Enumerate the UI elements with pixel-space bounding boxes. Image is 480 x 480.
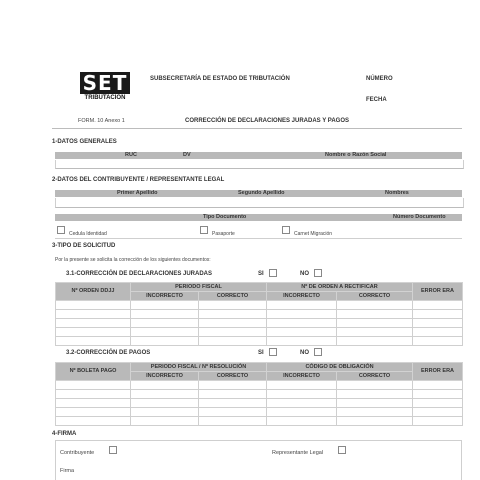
documento-divider	[55, 238, 462, 239]
table-row[interactable]	[56, 310, 463, 319]
table-row[interactable]	[56, 417, 463, 426]
table-row[interactable]	[56, 381, 463, 390]
ddjj-si-checkbox[interactable]	[269, 269, 277, 277]
ddjj-periodo-incorrecto: INCORRECTO	[131, 292, 199, 301]
ddjj-periodo-header: PERIODO FISCAL	[131, 283, 267, 292]
table-row[interactable]	[56, 390, 463, 399]
contribuyente-label: Contribuyente	[60, 450, 95, 456]
section-1-title: 1-DATOS GENERALES	[52, 139, 117, 145]
table-row[interactable]	[56, 319, 463, 328]
carnet-label: Carnet Migración	[294, 231, 333, 237]
header-divider	[52, 128, 462, 129]
ddjj-rectificar-header: Nº DE ORDEN A RECTIFICAR	[267, 283, 413, 292]
apellidos-header	[55, 190, 462, 197]
pagos-si-checkbox[interactable]	[269, 348, 277, 356]
logo-text: SET	[80, 72, 130, 94]
segundo-apellido-label: Segundo Apellido	[238, 190, 285, 196]
section-2-title: 2-DATOS DEL CONTRIBUYENTE / REPRESENTANTE LEGAL	[52, 177, 225, 183]
firma-label: Firma	[60, 468, 75, 474]
pagos-no-label: NO	[300, 350, 309, 356]
pagos-error-header: ERROR ERA	[413, 363, 463, 381]
section-4-title: 4-FIRMA	[52, 431, 77, 437]
carnet-checkbox[interactable]	[282, 226, 290, 234]
pagos-periodo-header: PERIODO FISCAL / Nº RESOLUCIÓN	[131, 363, 267, 372]
datos-generales-header	[55, 152, 462, 159]
tipo-documento-label: Tipo Documento	[203, 214, 247, 220]
section-3-title: 3-TIPO DE SOLICITUD	[52, 243, 116, 249]
ddjj-orden-correcto: CORRECTO	[337, 292, 413, 301]
dv-label: DV	[183, 152, 191, 158]
table-row[interactable]	[56, 408, 463, 417]
pagos-codigo-header: CÓDIGO DE OBLIGACIÓN	[267, 363, 413, 372]
pagos-no-checkbox[interactable]	[314, 348, 322, 356]
pagos-table	[55, 362, 463, 426]
pagos-si-label: SI	[258, 350, 264, 356]
datos-generales-row[interactable]	[55, 160, 464, 169]
apellidos-row[interactable]	[55, 198, 464, 208]
ddjj-no-checkbox[interactable]	[314, 269, 322, 277]
logo-subtext: TRIBUTACION	[84, 95, 126, 101]
ddjj-periodo-correcto: CORRECTO	[199, 292, 267, 301]
pagos-periodo-correcto: CORRECTO	[199, 372, 267, 381]
table-row[interactable]	[56, 301, 463, 310]
representante-checkbox[interactable]	[338, 446, 346, 454]
form-title: CORRECCIÓN DE DECLARACIONES JURADAS Y PAGOS	[185, 118, 350, 124]
ddjj-table	[55, 282, 463, 346]
pasaporte-label: Pasaporte	[212, 231, 235, 237]
set-logo	[80, 72, 130, 104]
nombre-label: Nombre o Razón Social	[325, 152, 387, 158]
ddjj-orden-incorrecto: INCORRECTO	[267, 292, 337, 301]
cedula-label: Cedula Identidad	[69, 231, 107, 237]
pagos-subtitle: 3.2-CORRECCIÓN DE PAGOS	[66, 350, 151, 356]
form-number: FORM. 10 Anexo 1	[78, 118, 125, 124]
ddjj-subtitle: 3.1-CORRECCIÓN DE DECLARACIONES JURADAS	[66, 271, 213, 277]
ddjj-orden-header: Nº ORDEN DDJJ	[56, 283, 131, 301]
table-row[interactable]	[56, 337, 463, 346]
pagos-periodo-incorrecto: INCORRECTO	[131, 372, 199, 381]
pagos-boleta-header: Nº BOLETA PAGO	[56, 363, 131, 381]
numero-label: NÚMERO	[366, 76, 393, 82]
ddjj-error-header: ERROR ERA	[413, 283, 463, 301]
ruc-label: RUC	[125, 152, 137, 158]
table-row[interactable]	[56, 328, 463, 337]
primer-apellido-label: Primer Apellido	[117, 190, 158, 196]
cedula-checkbox[interactable]	[57, 226, 65, 234]
fecha-label: FECHA	[366, 97, 387, 103]
representante-label: Representante Legal	[272, 450, 324, 456]
ddjj-si-label: SI	[258, 271, 264, 277]
contribuyente-checkbox[interactable]	[109, 446, 117, 454]
pagos-codigo-incorrecto: INCORRECTO	[267, 372, 337, 381]
documento-header	[55, 214, 462, 221]
solicitud-intro: Por la presente se solicita la corrección de los siguientes documentos:	[55, 257, 211, 263]
org-name: SUBSECRETARÍA DE ESTADO DE TRIBUTACIÓN	[150, 76, 290, 82]
pagos-codigo-correcto: CORRECTO	[337, 372, 413, 381]
table-row[interactable]	[56, 399, 463, 408]
numero-documento-label: Número Documento	[393, 214, 446, 220]
ddjj-no-label: NO	[300, 271, 309, 277]
pasaporte-checkbox[interactable]	[200, 226, 208, 234]
nombres-label: Nombres	[385, 190, 409, 196]
